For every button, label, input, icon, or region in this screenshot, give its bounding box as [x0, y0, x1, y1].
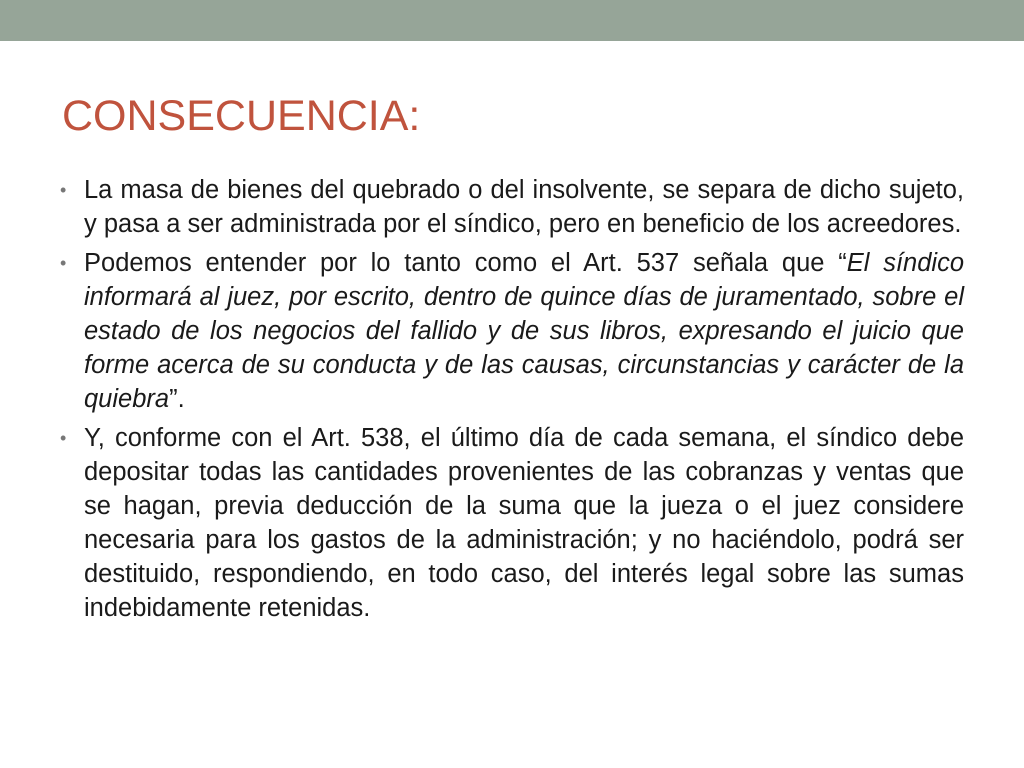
top-accent-bar	[0, 0, 1024, 41]
bullet-text: La masa de bienes del quebrado o del insolvente, se separa de dicho sujeto, y pasa a ser administrada por el síndico, pero en beneficio de los acreedores.	[84, 176, 964, 238]
bullet-text: Y, conforme con el Art. 538, el último día de cada semana, el síndico debe depositar todas las cantidades provenientes de las cobranzas y ventas que se hagan, previa deducción de la suma que la jueza o el juez considere necesaria para los gastos de la administración; y no haciéndolo, podrá ser destituido, respondiendo, en todo caso, del interés legal sobre las sumas indebidamente retenidas.	[84, 424, 964, 622]
bullet-item-2	[60, 246, 964, 416]
bullet-text-tail: ”.	[169, 385, 185, 413]
bullet-icon: •	[60, 428, 67, 448]
bullet-quote: El síndico informará al juez, por escrito, dentro de quince días de juramentado, sobre el estado de los negocios del fallido y de sus libros, expresando el juicio que forme acerca de su conducta y de las causas, circunstancias y carácter de la quiebra	[84, 249, 964, 413]
bullet-text-lead: Podemos entender por lo tanto como el Art. 537 señala que “	[84, 249, 847, 277]
slide-title: CONSECUENCIA:	[62, 92, 421, 140]
bullet-list	[60, 173, 964, 630]
bullet-item-3	[60, 421, 964, 625]
bullet-item-1	[60, 173, 964, 241]
bullet-icon: •	[60, 253, 67, 273]
bullet-icon: •	[60, 180, 67, 200]
